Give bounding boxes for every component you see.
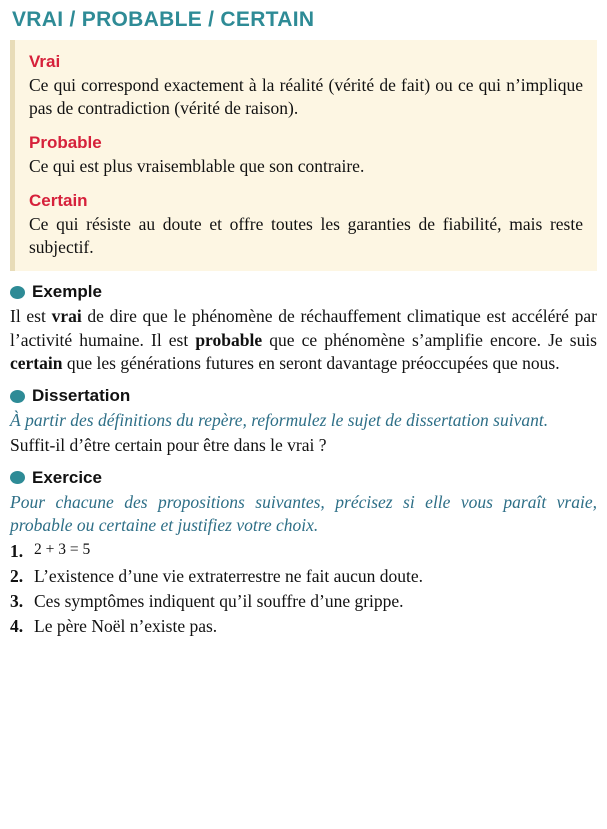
definitions-box	[10, 40, 597, 271]
list-item-text: 2 + 3 = 5	[34, 541, 91, 559]
exemple-part-2: de dire que le phénomène de réchauffement climatique est accéléré par l’activité humaine. Il est	[10, 306, 597, 350]
bullet-circle-icon	[10, 286, 25, 299]
section-title-exemple: Exemple	[32, 282, 102, 302]
list-item	[10, 589, 597, 614]
definition-term-certain: Certain	[29, 191, 88, 211]
section-dissertation	[10, 386, 597, 457]
list-item-number: 1.	[10, 541, 24, 562]
list-item	[10, 564, 597, 589]
definition-term-vrai: Vrai	[29, 52, 61, 71]
exemple-part-1: vrai	[51, 306, 82, 327]
list-item-number: 3.	[10, 591, 24, 612]
bullet-circle-icon	[10, 471, 25, 484]
section-exemple	[10, 282, 597, 375]
exemple-part-3: probable	[195, 329, 263, 350]
list-item-text: Ces symptômes indiquent qu’il souffre d’une grippe.	[34, 591, 404, 612]
exemple-paragraph	[10, 305, 597, 375]
section-header-exercice	[10, 468, 597, 488]
exemple-part-4: que ce phénomène s’amplifie encore. Je suis	[262, 329, 597, 350]
exemple-part-0: Il est	[10, 306, 52, 327]
exemple-part-6: que les générations futures en seront davantage préoccupées que nous.	[62, 353, 560, 373]
list-item-number: 2.	[10, 566, 24, 587]
page-title: VRAI / PROBABLE / CERTAIN	[12, 8, 315, 31]
exercice-prompt: Pour chacune des propositions suivantes, précisez si elle vous paraît vraie, probable ou certaine et justifiez votre choix.	[10, 491, 597, 536]
definition-text-certain: Ce qui résiste au doute et offre toutes les garanties de fiabilité, mais reste subjectif.	[29, 214, 583, 258]
definition-term-probable: Probable	[29, 133, 102, 153]
exercice-list	[10, 539, 597, 638]
list-item-number: 4.	[10, 615, 24, 636]
section-title-exercice: Exercice	[32, 467, 102, 487]
definition-text-vrai: Ce qui correspond exactement à la réalité (vérité de fait) ou ce qui n’implique pas de contradiction (vérité de raison).	[29, 75, 583, 119]
section-header-exemple	[10, 282, 597, 302]
exemple-part-5: certain	[10, 353, 63, 373]
section-header-dissertation	[10, 386, 597, 406]
section-exercice	[10, 468, 597, 639]
section-title-dissertation: Dissertation	[32, 386, 131, 406]
list-item	[10, 539, 597, 564]
dissertation-subject: Suffit-il d’être certain pour être dans le vrai ?	[10, 434, 327, 455]
list-item	[10, 614, 597, 639]
dissertation-prompt: À partir des définitions du repère, reformulez le sujet de dissertation suivant.	[10, 410, 549, 431]
list-item-text: Le père Noël n’existe pas.	[34, 615, 218, 636]
definition-text-probable: Ce qui est plus vraisemblable que son contraire.	[29, 156, 365, 177]
bullet-circle-icon	[10, 390, 25, 403]
list-item-text: L’existence d’une vie extraterrestre ne fait aucun doute.	[34, 566, 424, 587]
